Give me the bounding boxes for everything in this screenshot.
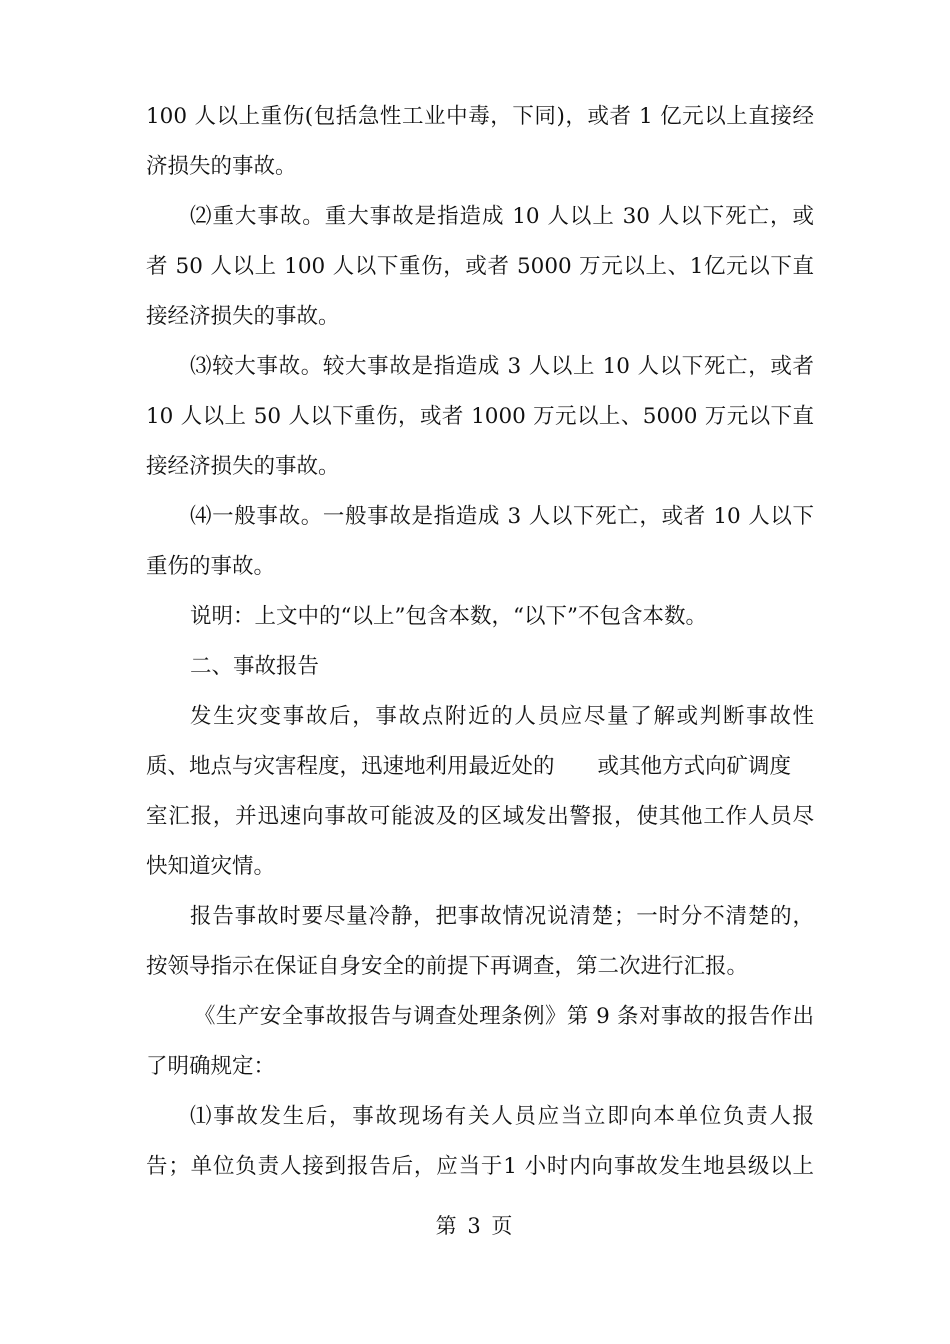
paragraph-heading-general-accident: ⑷一般事故。一般事故是指造成 3 人以下死亡，或者 10 人以下	[190, 504, 814, 529]
page-number: 第 3 页	[435, 1214, 515, 1238]
text-line: 济损失的事故。	[146, 154, 297, 179]
paragraph-text: 《生产安全事故报告与调查处理条例》第 9 条对事故的报告作出	[194, 1004, 814, 1029]
text-line: 重伤的事故。	[146, 554, 276, 579]
text-line: 质、地点与灾害程度，迅速地利用最近处的 或其他方式向矿调度	[146, 754, 792, 779]
text-line: 了明确规定：	[146, 1054, 276, 1079]
text-line: 接经济损失的事故。	[146, 454, 340, 479]
section-heading-accident-report: 二、事故报告	[190, 654, 320, 679]
text-line: 室汇报，并迅速向事故可能波及的区域发出警报，使其他工作人员尽	[146, 804, 814, 829]
text-line: 接经济损失的事故。	[146, 304, 340, 329]
document-body	[146, 96, 814, 1196]
paragraph-text: ⑴事故发生后，事故现场有关人员应当立即向本单位负责人报	[190, 1104, 814, 1129]
paragraph-text: 发生灾变事故后，事故点附近的人员应尽量了解或判断事故性	[190, 704, 814, 729]
text-line: 按领导指示在保证自身安全的前提下再调查，第二次进行汇报。	[146, 954, 749, 979]
paragraph-heading-major-accident: ⑵重大事故。重大事故是指造成 10 人以上 30 人以下死亡，或	[190, 204, 814, 229]
note-paragraph: 说明：上文中的“以上”包含本数，“以下”不包含本数。	[190, 604, 707, 629]
paragraph-text: 报告事故时要尽量冷静，把事故情况说清楚；一时分不清楚的，	[190, 904, 814, 929]
paragraph-heading-larger-accident: ⑶较大事故。较大事故是指造成 3 人以上 10 人以下死亡，或者	[190, 354, 814, 379]
text-line: 100 人以上重伤(包括急性工业中毒，下同)，或者 1 亿元以上直接经	[146, 104, 814, 129]
text-line: 快知道灾情。	[146, 854, 276, 879]
text-line: 者 50 人以上 100 人以下重伤，或者 5000 万元以上、1亿元以下直	[146, 254, 814, 279]
text-line: 告；单位负责人接到报告后，应当于1 小时内向事故发生地县级以上	[146, 1154, 814, 1179]
text-line: 10 人以上 50 人以下重伤，或者 1000 万元以上、5000 万元以下直	[146, 404, 814, 429]
